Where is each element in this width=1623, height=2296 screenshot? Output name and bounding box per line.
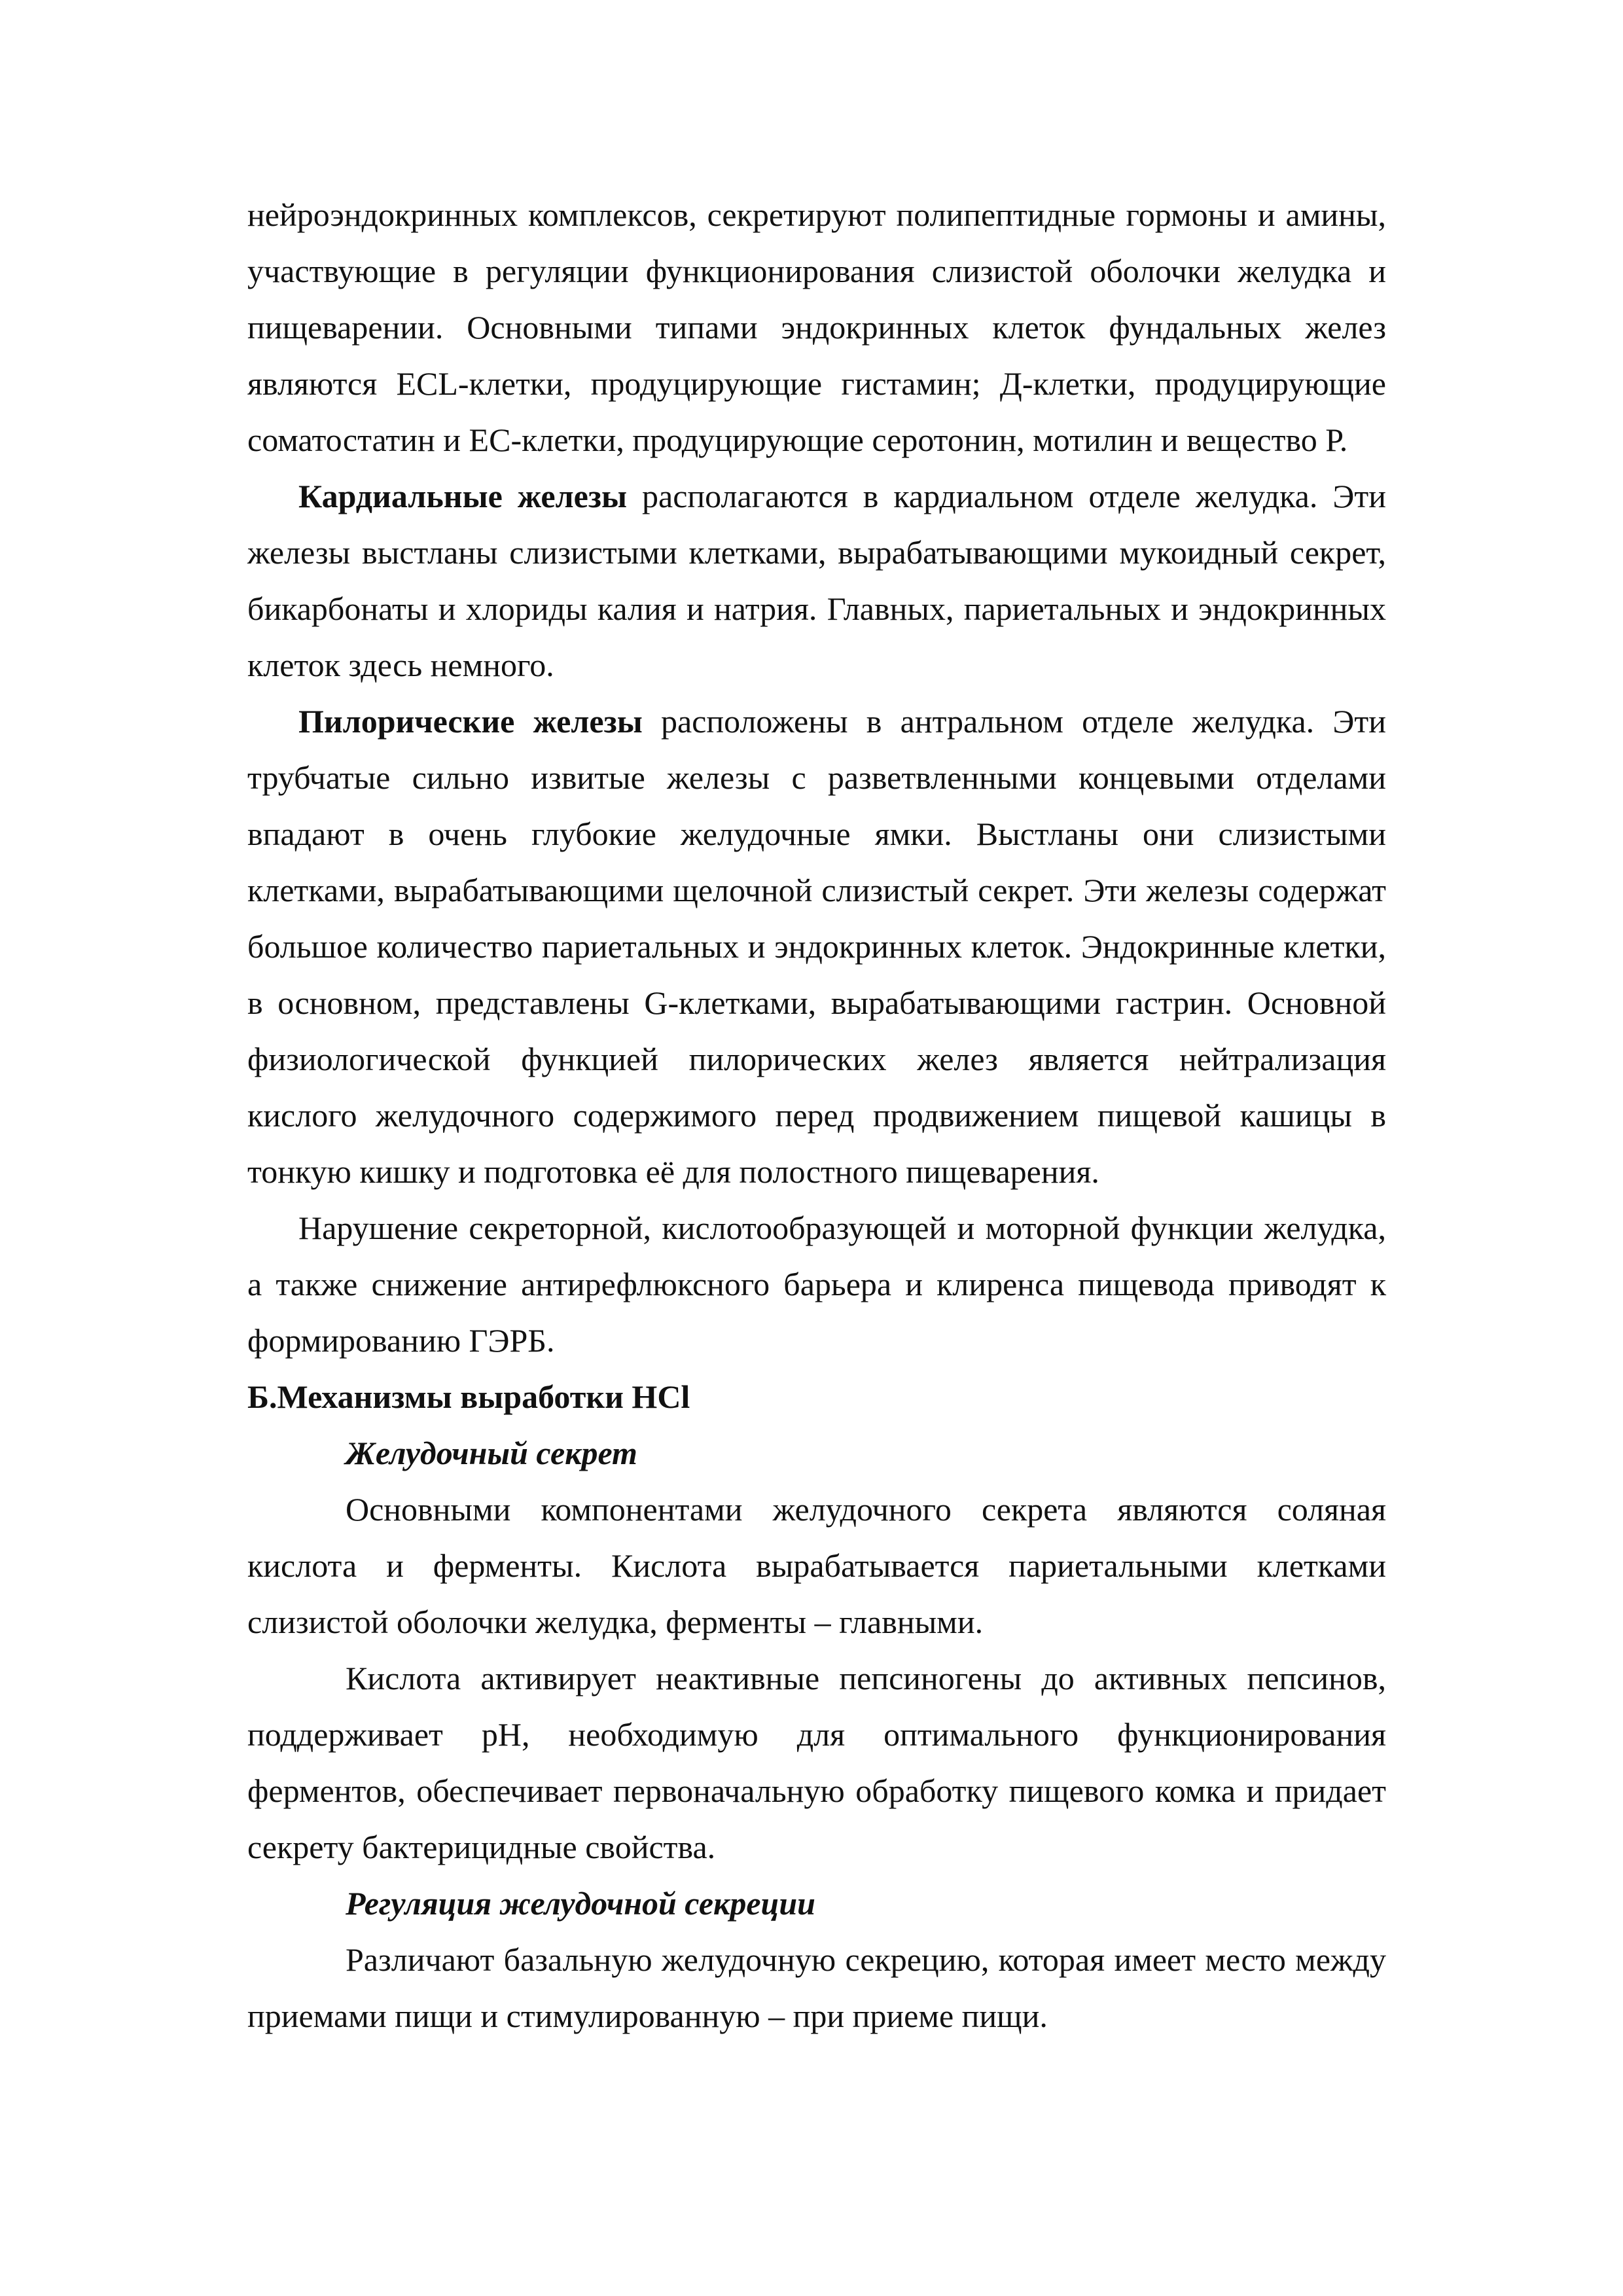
paragraph-basal-secretion: Различают базальную желудочную секрецию, которая имеет место между приемами пищи и стимулированную – при приеме пищи. (247, 1941, 1386, 2034)
paragraph-cardiac-glands-text: располагаются в кардиальном отделе желудка. Эти железы выстланы слизистыми клетками, вырабатывающими мукоидный секрет, бикарбонаты и хлориды калия и натрия. Главных, париетальных и эндокринных клеток здесь немного. (247, 478, 1387, 683)
paragraph-cardiac-glands (247, 468, 1386, 693)
subheading-secretion-regulation: Регуляция желудочной секреции (346, 1885, 815, 1922)
paragraph-acid-function: Кислота активирует неактивные пепсиногены до активных пепсинов, поддерживает pH, необходимую для оптимального функционирования ферментов, обеспечивает первоначальную обработку пищевого комка и придает секрету бактерицидные свойства. (247, 1660, 1386, 1865)
term-pyloric-glands: Пилорические железы (298, 703, 643, 740)
term-cardiac-glands: Кардиальные железы (298, 478, 628, 514)
paragraph-gerd: Нарушение секреторной, кислотообразующей и моторной функции желудка, а также снижение антирефлюксного барьера и клиренса пищевода приводят к формированию ГЭРБ. (247, 1210, 1386, 1359)
section-heading-hcl: Б.Механизмы выработки HCl (247, 1378, 690, 1415)
paragraph-pyloric-glands-text: расположены в антральном отделе желудка. Эти трубчатые сильно извитые железы с разветвленными концевыми отделами впадают в очень глубокие желудочные ямки. Выстланы они слизистыми клетками, вырабатывающими щелочной слизистый секрет. Эти железы содержат большое количество париетальных и эндокринных клеток. Эндокринные клетки, в основном, представлены G-клетками, вырабатывающими гастрин. Основной физиологической функцией пилорических желез является нейтрализация кислого желудочного содержимого перед продвижением пищевой кашицы в тонкую кишку и подготовка её для полостного пищеварения. (247, 703, 1386, 1190)
document-page (247, 187, 1386, 2044)
subheading-gastric-secretion: Желудочный секрет (346, 1435, 637, 1471)
paragraph-neuroendocrine: нейроэндокринных комплексов, секретируют полипептидные гормоны и амины, участвующие в регуляции функционирования слизистой оболочки желудка и пищеварении. Основными типами эндокринных клеток фундальных желез являются ECL-клетки, продуцирующие гистамин; Д-клетки, продуцирующие соматостатин и ЕС-клетки, продуцирующие серотонин, мотилин и вещество Р. (247, 196, 1386, 458)
paragraph-pyloric-glands (247, 693, 1386, 1200)
paragraph-components: Основными компонентами желудочного секрета являются соляная кислота и ферменты. Кислота вырабатывается париетальными клетками слизистой оболочки желудка, ферменты – главными. (247, 1491, 1386, 1640)
